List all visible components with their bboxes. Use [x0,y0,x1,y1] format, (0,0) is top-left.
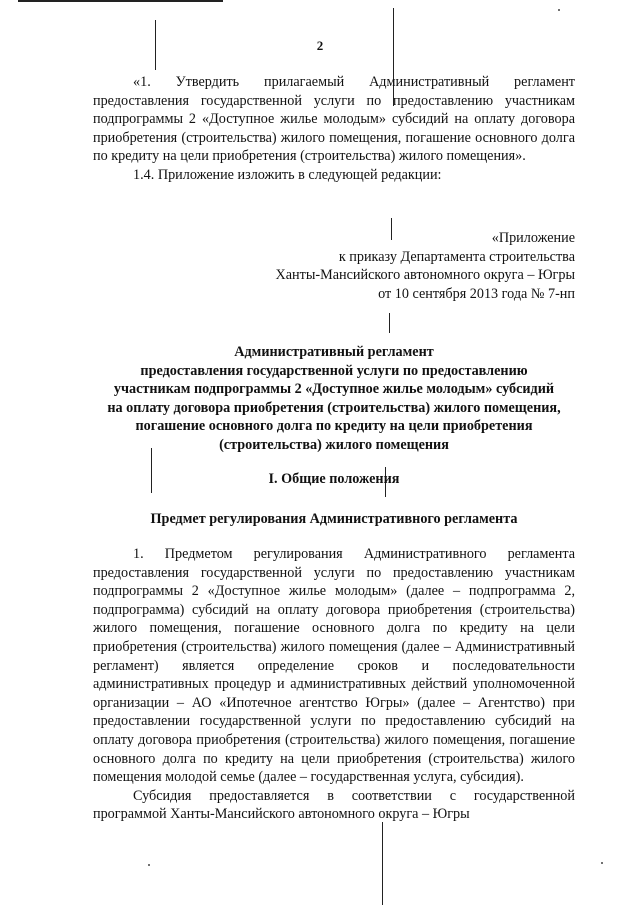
paragraph-2: Субсидия предоставляется в соответствии с государственной программой Ханты-Мансийского автономного округа – Югры [93,787,575,823]
scan-vertical-line [389,313,390,333]
section-heading: I. Общие положения [268,471,400,487]
scan-edge-line [18,0,223,2]
appendix-line: Ханты-Мансийского автономного округа – Югры [275,267,575,284]
title-line: участникам подпрограммы 2 «Доступное жилье молодым» субсидий [113,381,555,398]
scan-speck [148,864,150,866]
quoted-paragraph: «1. Утвердить прилагаемый Административный регламент предоставления государственной услуги по предоставлению участникам подпрограммы 2 «Доступное жилье молодым» субсидий на оплату договора приобретения (строительства) жилого помещения, погашение основного долга по кредиту на цели приобретения (строительства) жилого помещения». [93,74,575,165]
appendix-line: от 10 сентября 2013 года № 7-нп [378,285,575,302]
scan-speck [601,862,603,864]
page-number: 2 [316,38,324,53]
document-title [93,343,575,455]
paragraph-1: 1. Предметом регулирования Административного регламента предоставления государственной услуги по предоставлению участникам подпрограммы 2 «Доступное жилье молодым» (далее – подпрограмма 2, подпрограмма) субсидий на оплату договора приобретения (строительства) жилого помещения, погашение основного долга по кредиту на цели приобретения (строительства) жилого помещения (далее – Административный регламент) является определение сроков и последовательности административных процедур и административных действий уполномоченной организации – АО «Ипотечное агентство Югры» (далее – Агентство) при предоставлении государственной услуги по предоставлению субсидий на оплату договора приобретения (строительства) жилого помещения, погашение основного долга по кредиту на цели приобретения (строительства) жилого помещения молодой семье (далее – государственная услуга, субсидия). [93,546,575,786]
title-line: предоставления государственной услуги по предоставлению [140,362,528,379]
paragraph-1-4: 1.4. Приложение изложить в следующей редакции: [133,166,442,183]
title-line: Административный регламент [234,344,434,360]
scan-vertical-line [382,822,383,905]
appendix-line: «Приложение [491,230,575,246]
scan-speck [558,9,560,11]
body-block [93,545,575,824]
title-line: (строительства) жилого помещения [219,436,449,453]
title-line: на оплату договора приобретения (строительства) жилого помещения, [107,399,561,416]
subsection-heading: Предмет регулирования Административного регламента [150,511,518,527]
appendix-line: к приказу Департамента строительства [338,248,575,265]
appendix-block [275,229,575,303]
title-line: погашение основного долга по кредиту на цели приобретения [135,418,533,435]
intro-block [93,73,575,185]
